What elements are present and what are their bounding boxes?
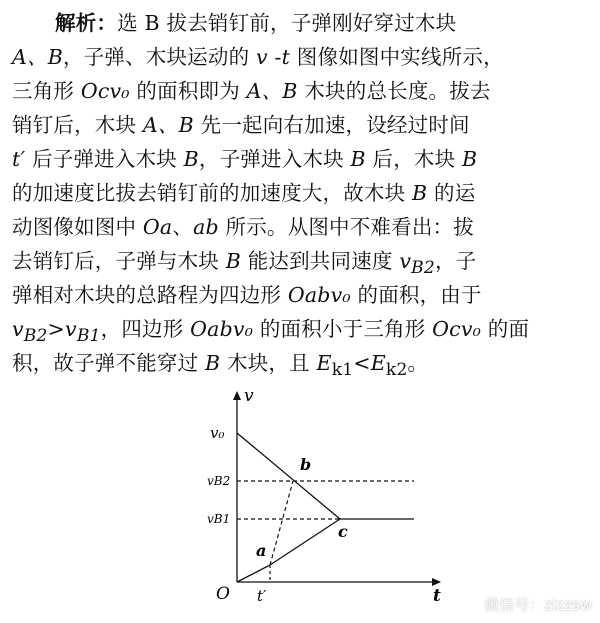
label-vB1: vB1 <box>207 512 231 526</box>
text-line-3: 三角形 Ocv₀ 的面积即为 A、B 木块的总长度。拔去 <box>12 79 491 103</box>
text-line-1: 解析：选 B 拔去销钉前，子弹刚好穿过木块 <box>55 11 457 35</box>
text-line-7: 动图像如图中 Oa、ab 所示。从图中不难看出：拔 <box>12 215 474 239</box>
line-O-to-a <box>237 565 270 582</box>
text-line-10: $v_{B2}>v_{B1}$，四边形 Oabv₀ 的面积小于三角形 Ocv₀ 的面 <box>12 317 530 347</box>
solution-label: 解析： <box>55 11 118 35</box>
point-c-label: c <box>338 522 348 541</box>
label-vB2: vB2 <box>207 474 231 488</box>
axis-label-t: t <box>433 586 441 606</box>
origin-label: O <box>216 584 230 604</box>
text-line-11: 积，故子弹不能穿过 B 木块，且 $E_{k1}<E_{k2}$。 <box>12 351 429 381</box>
label-v0: v₀ <box>210 424 225 442</box>
line-v0-to-c <box>237 433 340 519</box>
text-line-9: 弹相对木块的总路程为四边形 Oabv₀ 的面积，由于 <box>12 283 482 307</box>
text-line-4: 销钉后，木块 A、B 先一起向右加速，设经过时间 <box>12 113 470 137</box>
text-line-8: 去销钉后，子弹与木块 B 能达到共同速度 $v_{B2}$，子 <box>12 249 477 279</box>
point-b-label: b <box>300 455 312 474</box>
text-line-6: 的加速度比拔去销钉前的加速度大，故木块 B 的运 <box>12 181 476 205</box>
wechat-watermark: 微信号：zizzsw <box>484 596 592 614</box>
label-tprime: t′ <box>257 587 267 605</box>
text-line-5: t′ 后子弹进入木块 B，子弹进入木块 B 后，木块 B <box>12 147 478 171</box>
point-a-label: a <box>256 541 267 560</box>
axis-label-v: v <box>244 386 254 406</box>
line-a-to-c <box>270 519 340 565</box>
text-line-2: A、B，子弹、木块运动的 v -t 图像如图中实线所示， <box>12 45 504 69</box>
